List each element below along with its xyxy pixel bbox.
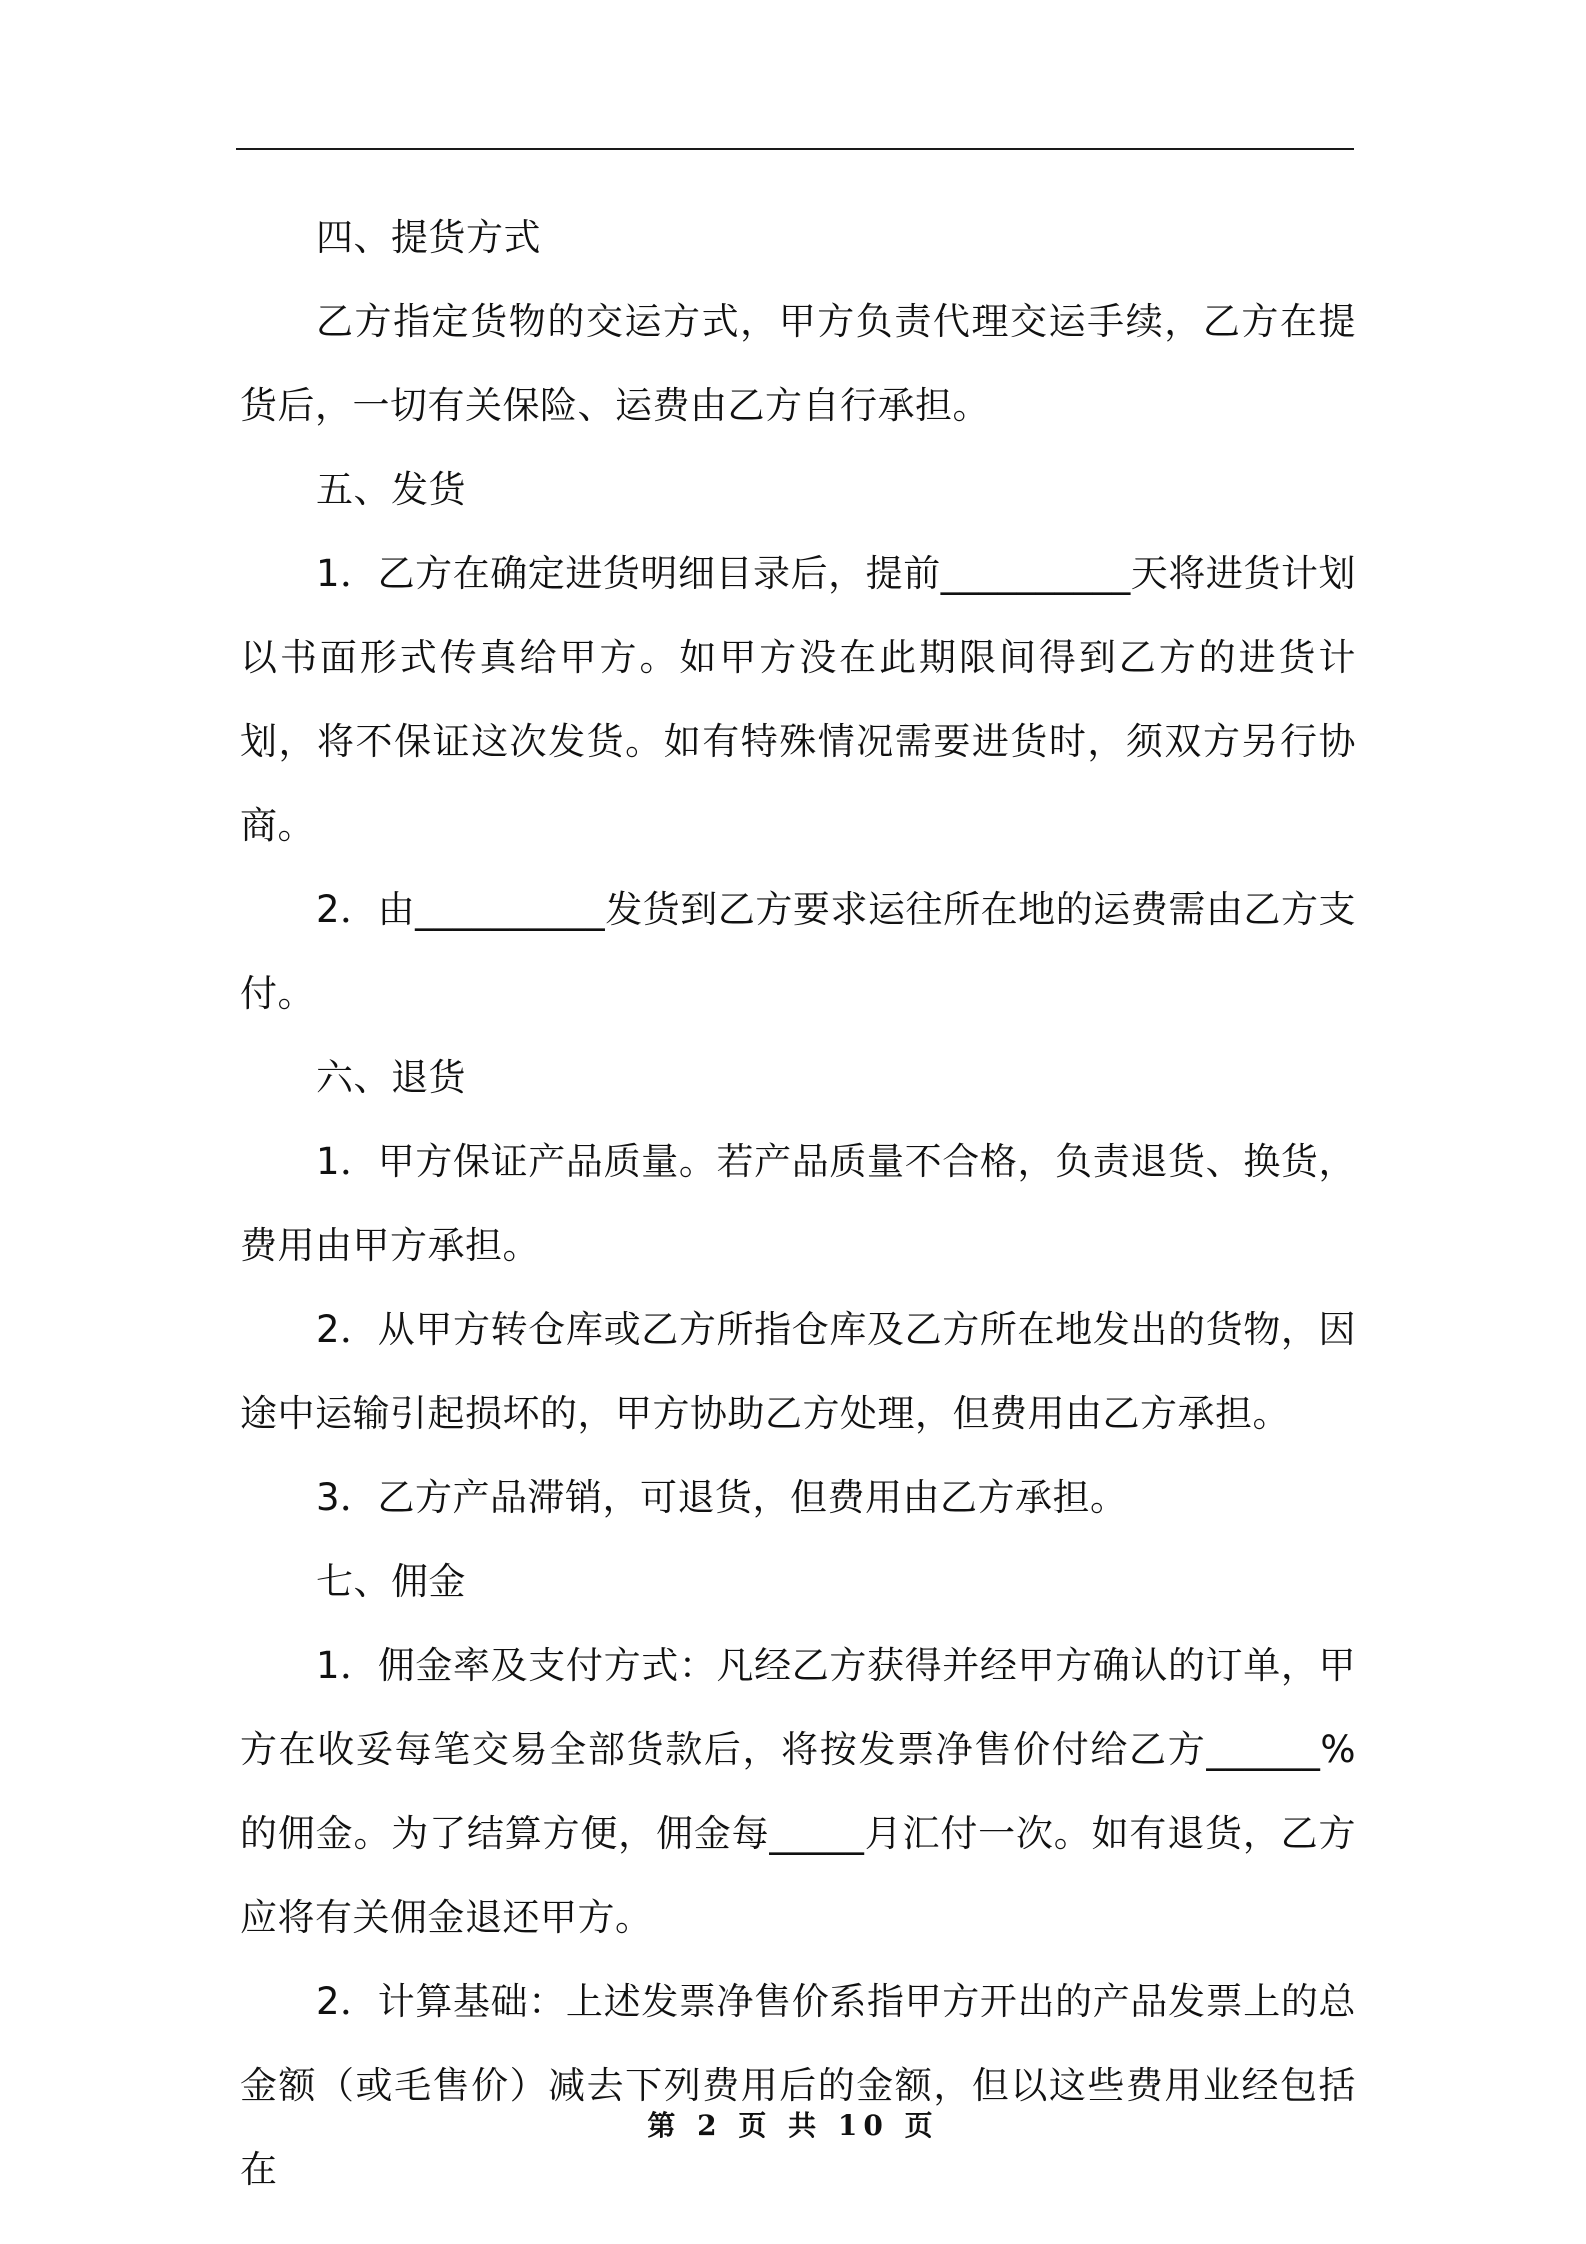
- paragraph-pickup-terms: 乙方指定货物的交运方式，甲方负责代理交运手续，乙方在提货后，一切有关保险、运费由乙方自行承担。: [240, 300, 1356, 427]
- paragraph-commission-1: 1．佣金率及支付方式：凡经乙方获得并经甲方确认的订单，甲方在收妥每笔交易全部货款后，将按发票净售价付给乙方______%的佣金。为了结算方便，佣金每_____月汇付一次。如有退货，乙方应将有关佣金退还甲方。: [240, 1644, 1356, 1939]
- document-body: [240, 196, 1356, 2212]
- header-divider: [236, 148, 1354, 150]
- paragraph-returns-2: 2．从甲方转仓库或乙方所指仓库及乙方所在地发出的货物，因途中运输引起损坏的，甲方协助乙方处理，但费用由乙方承担。: [240, 1308, 1356, 1435]
- paragraph-returns-3: 3．乙方产品滞销，可退货，但费用由乙方承担。: [316, 1476, 1128, 1519]
- paragraph-shipping-2: 2．由__________发货到乙方要求运往所在地的运费需由乙方支付。: [240, 888, 1356, 1015]
- page-number-footer: 第 2 页 共 10 页: [647, 2109, 939, 2142]
- section-heading-shipping: 五、发货: [316, 468, 466, 511]
- section-heading-commission: 七、佣金: [316, 1560, 466, 1603]
- paragraph-commission-2: 2．计算基础：上述发票净售价系指甲方开出的产品发票上的总金额（或毛售价）减去下列费用后的金额，但以这些费用业经包括在: [240, 1980, 1356, 2191]
- paragraph-shipping-1: 1．乙方在确定进货明细目录后，提前__________天将进货计划以书面形式传真给甲方。如甲方没在此期限间得到乙方的进货计划，将不保证这次发货。如有特殊情况需要进货时，须双方另行协商。: [240, 552, 1356, 847]
- paragraph-returns-1: 1．甲方保证产品质量。若产品质量不合格，负责退货、换货，费用由甲方承担。: [240, 1140, 1356, 1267]
- section-heading-returns: 六、退货: [316, 1056, 466, 1099]
- section-heading-pickup: 四、提货方式: [316, 216, 541, 259]
